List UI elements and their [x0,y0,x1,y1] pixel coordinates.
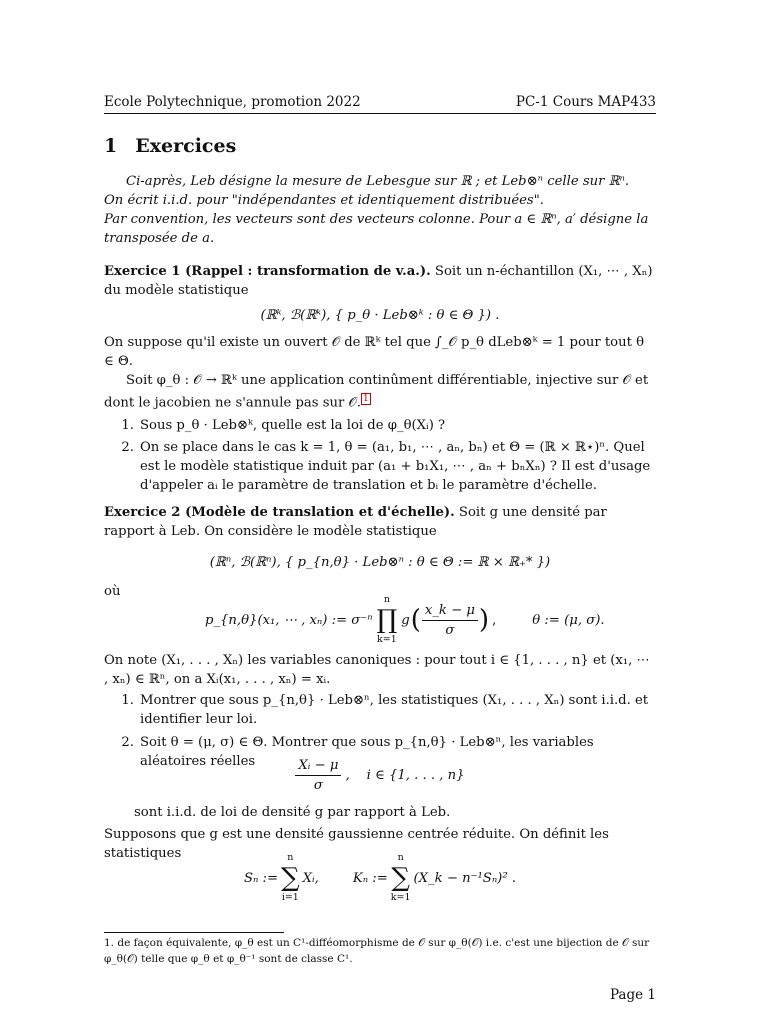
header-left: Ecole Polytechnique, promotion 2022 [104,94,361,110]
standardized-denominator: σ [313,778,323,793]
Kn-rhs: (X_k − n⁻¹Sₙ)² . [413,870,517,886]
g-function: g [401,612,410,628]
section-title: Exercices [135,135,237,157]
sum-symbol-K: ∑ [391,863,410,893]
exercise-1 [104,262,656,495]
ex1-item-1 [104,416,656,435]
ex2-p3: On note (X₁, . . . , Xₙ) les variables canoniques : pour tout i ∈ {1, . . . , n} et (x₁, ⋯ , xₙ) ∈ ℝⁿ, on a Xᵢ(x₁, . . . , xₙ) = xᵢ. [104,653,650,687]
ex2-item-2-number: 2. [121,735,134,750]
ex2-ou: où [104,584,121,599]
section-heading [104,137,236,156]
ex1-p1: On suppose qu'il existe un ouvert 𝒪 de ℝᵏ tel que ∫_𝒪 p_θ dLeb⊗ᵏ = 1 pour tout θ ∈ Θ. [104,335,645,369]
right-paren: ) [478,604,490,635]
exercise-2 [104,503,656,601]
section-number: 1 [104,135,118,157]
product-upper-limit: n [383,594,390,605]
product-operator [377,594,398,646]
ex1-p2: Soit φ_θ : 𝒪 → ℝᵏ une application continûment différentiable, injective sur 𝒪 et dont le jacobien ne s'annule pas sur 𝒪. [104,373,649,411]
Sn-lhs: Sₙ := [243,870,279,886]
sum-symbol-S: ∑ [281,863,300,893]
sum-S-upper: n [287,852,294,863]
density-lhs: p_{n,θ}(x₁, ⋯ , xₙ) := σ⁻ⁿ [205,612,373,628]
ex2-item-1 [104,691,656,729]
ex1-lead: Soit un n-échantillon (X₁, ⋯ , Xₙ) du modèle statistique [104,264,653,298]
ex1-item-2 [104,438,656,495]
Kn-lhs: Kₙ := [352,870,388,886]
g-argument-fraction [422,601,478,640]
page-number: Page 1 [609,987,656,1003]
ex1-item-2-text: On se place dans le cas k = 1, θ = (a₁, b₁, ⋯ , aₙ, bₙ) et Θ = (ℝ × ℝ⋆)ⁿ. Quel est le modèle statistique induit par (a₁ + b₁X₁, ⋯ , aₙ + bₙXₙ) ? Il est d'usage d'appeler aᵢ le paramètre de translation et bᵢ le paramètre d'échelle. [140,440,651,494]
standardized-index-set: , i ∈ {1, . . . , n} [345,768,465,783]
ex2-item-1-text: Montrer que sous p_{n,θ} · Leb⊗ⁿ, les statistiques (X₁, . . . , Xₙ) sont i.i.d. et identifier leur loi. [140,693,649,727]
density-comma: , [492,612,497,628]
standardized-fraction [295,756,341,795]
g-argument-numerator: x_k − μ [422,601,478,621]
ex1-title: Exercice 1 (Rappel : transformation de v.a.). [104,264,431,279]
header-right: PC-1 Cours MAP433 [515,94,656,110]
ex2-title: Exercice 2 (Modèle de translation et d'échelle). [104,505,455,520]
statistics-definitions [104,852,656,904]
sum-operator-S [281,852,300,904]
left-paren: ( [410,604,421,635]
intro-block [104,172,656,248]
density-equation [205,595,655,645]
intro-line-2: On écrit i.i.d. pour "indépendantes et identiquement distribuées". [104,193,544,208]
header-rule [104,113,656,114]
standardized-variable [104,756,656,795]
footnote-rule [104,932,284,933]
ex1-item-2-number: 2. [121,440,134,456]
sum-K-upper: n [397,852,404,863]
ex2-item-1-number: 1. [121,693,134,708]
sum-operator-K [391,852,411,904]
footnote: 1. de façon équivalente, φ_θ est un C¹-difféomorphisme de 𝒪 sur φ_θ(𝒪) i.e. c'est une bijection de 𝒪 sur φ_θ(𝒪) telle que φ_θ et φ_θ⁻¹ sont de classe C¹. [104,937,650,965]
footnote-link[interactable]: 1 [362,394,369,404]
ex2-lead: Soit g une densité par rapport à Leb. On considère le modèle statistique [104,505,607,539]
Sn-rhs: Xᵢ, [302,870,319,886]
standardized-numerator: Xᵢ − μ [295,756,341,776]
sum-S-lower: i=1 [281,892,299,903]
ex2-model: (ℝⁿ, ℬ(ℝⁿ), { p_{n,θ} · Leb⊗ⁿ : θ ∈ Θ := ℝ × ℝ₊* }) [209,555,551,570]
product-lower-limit: k=1 [377,634,397,645]
product-symbol: ∏ [376,605,398,635]
sum-K-lower: k=1 [390,892,411,903]
intro-line-3: Par convention, les vecteurs sont des vecteurs colonne. Pour a ∈ ℝⁿ, a′ désigne la transposée de a. [104,212,649,246]
ex1-item-1-number: 1. [121,418,134,434]
after-fraction-text: sont i.i.d. de loi de densité g par rapport à Leb. [134,805,451,820]
intro-line-1: Ci-après, Leb désigne la mesure de Lebesgue sur ℝ ; et Leb⊗ⁿ celle sur ℝⁿ. [126,174,630,189]
density-theta: θ := (μ, σ). [532,612,605,628]
exercise-2-body [104,651,656,771]
ex1-item-1-text: Sous p_θ · Leb⊗ᵏ, quelle est la loi de φ_θ(Xᵢ) ? [140,418,446,434]
ex1-model: (ℝᵏ, ℬ(ℝᵏ), { p_θ · Leb⊗ᵏ : θ ∈ Θ }) . [260,308,500,323]
ex2-p4: Supposons que g est une densité gaussienne centrée réduite. On définit les statistiques [104,827,609,861]
ex2-item-2-text: Soit θ = (μ, σ) ∈ Θ. Montrer que sous p_{n,θ} · Leb⊗ⁿ, les variables aléatoires réelles [140,735,594,769]
g-argument-denominator: σ [445,622,455,638]
